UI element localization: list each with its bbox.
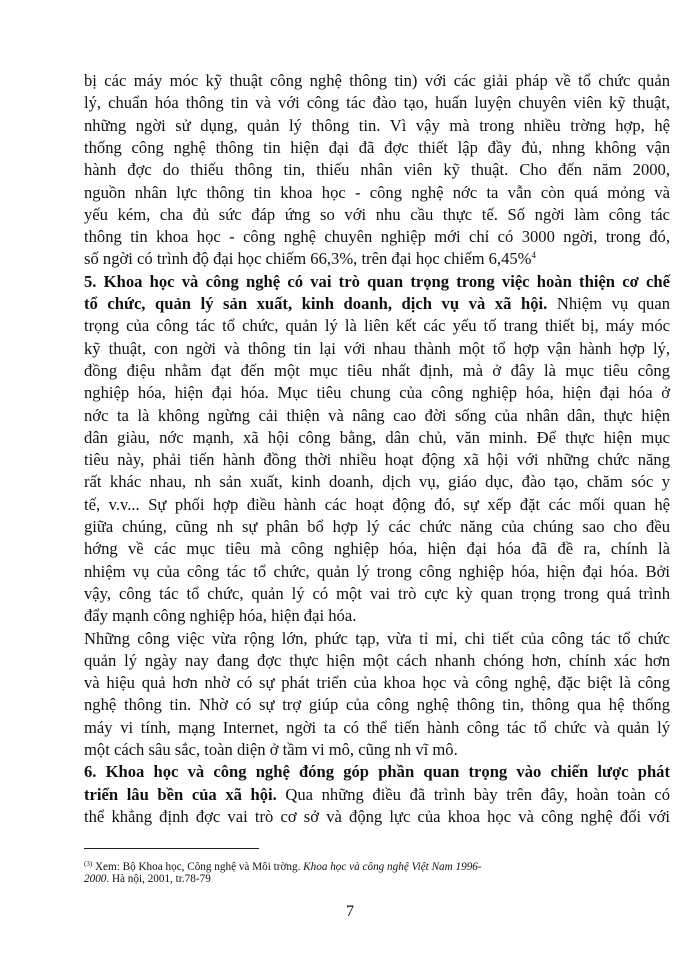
body-line: máy vi tính, mạng Internet, ngời ta có thể tiến hành công tác tổ chức và quản lý <box>84 717 670 737</box>
body-line-text: số ngời có trình độ đại học chiếm 66,3%, trên đại học chiếm 6,45% <box>84 249 532 269</box>
body-line: Những công việc vừa rộng lớn, phức tạp, vừa tỉ mỉ, chi tiết của công tác tổ chức <box>84 628 670 648</box>
footnote-text: Xem: Bộ Khoa học, Công nghệ và Môi trờng. <box>92 861 304 873</box>
body-line: rất khác nhau, nh sản xuất, kinh doanh, dịch vụ, giáo dục, đào tạo, chăm sóc y <box>84 472 670 492</box>
body-line: những ngời sử dụng, quản lý thông tin. Vì vậy mà trong nhiều trờng hợp, hệ <box>84 115 670 135</box>
body-line-text: Qua những điều đã trình bày trên đây, hoàn toàn có <box>276 784 670 804</box>
footnote-citation: . Hà nội, 2001, tr.78-79 <box>106 873 211 885</box>
body-line <box>84 294 670 314</box>
footnote-title: Khoa học và công nghệ Việt Nam 1996- <box>303 861 482 873</box>
body-line <box>84 785 670 805</box>
body-line: vậy, công tác tổ chức, quản lý có một vai trò cực kỳ quan trọng trong quá trình <box>84 583 670 603</box>
body-line: thống công nghệ thông tin hiện đại đã đợc thiết lập đầy đủ, nhng không vận <box>84 137 670 157</box>
section-heading-5-cont: tổ chức, quản lý sản xuất, kinh doanh, dịch vụ và xã hội. <box>84 294 548 313</box>
body-line: hớng về các mục tiêu mà công nghiệp hóa, hiện đại hóa đã đề ra, chính là <box>84 539 670 559</box>
body-line: nớc ta là không ngừng cải thiện và nâng cao đời sống của nhân dân, thực hiện <box>84 405 670 425</box>
footnote-reference: 4 <box>531 250 536 261</box>
body-line: giữa chúng, cũng nh sự phân bổ hợp lý các chức năng của chúng sao cho đều <box>84 517 670 536</box>
body-line: tế, v.v... Sự phối hợp điều hành các hoạt động đó, sự xếp đặt các mối quan hệ <box>84 494 670 514</box>
body-line: đẩy mạnh công nghiệp hóa, hiện đại hóa. <box>84 606 357 626</box>
footnote-marker: (3) <box>84 860 93 868</box>
section-heading-6-cont: triển lâu bền của xã hội. <box>84 784 277 804</box>
section-heading-6: 6. Khoa học và công nghệ đóng góp phần quan trọng vào chiến lược phát <box>84 762 670 782</box>
body-line: dân giàu, nớc mạnh, xã hội công bằng, dân chủ, văn minh. Để thực hiện mục <box>84 427 670 447</box>
body-line: bị các máy móc kỹ thuật công nghệ thông tin) với các giải pháp về tổ chức quản <box>84 71 670 90</box>
body-line: hành đợc do thiếu thông tin, thiếu nhân viên kỹ thuật. Cho đến năm 2000, <box>84 160 670 180</box>
body-line: nhiệm vụ của công tác tổ chức, quản lý trong công nghiệp hóa, hiện đại hóa. Bởi <box>84 561 670 581</box>
body-line: đồng điệu nhằm đạt đến một mục tiêu nhất định, mà ở đây là mục tiêu công <box>84 360 670 380</box>
section-heading-5: 5. Khoa học và công nghệ có vai trò quan trọng trong việc hoàn thiện cơ chế <box>84 271 670 291</box>
footnote-divider <box>84 848 259 849</box>
body-line-text: Nhiệm vụ quan <box>547 294 670 313</box>
body-line: thể khẳng định đợc vai trò cơ sở và động lực của khoa học và công nghệ đối với <box>84 806 670 826</box>
body-line: trọng của công tác tổ chức, quản lý là liên kết các yếu tố trang thiết bị, máy móc <box>84 316 670 336</box>
body-line <box>84 249 670 269</box>
body-line: kỹ thuật, con ngời và thông tin lại với nhau thành một tổ hợp vận hành hợp lý, <box>84 338 670 358</box>
body-line: một cách sâu sắc, toàn diện ở tầm vi mô, cũng nh vĩ mô. <box>84 740 458 759</box>
body-line: nghiệp hóa, hiện đại hóa. Mục tiêu chung của công nghiệp hóa, hiện đại hóa ở <box>84 383 670 403</box>
footnote-title-cont: 2000 <box>84 873 107 885</box>
body-line: quản lý ngày nay đang đợc thực hiện một cách nhanh chóng hơn, chính xác hơn <box>84 650 670 670</box>
body-line: lý, chuẩn hóa thông tin và với công tác đào tạo, huấn luyện chuyên viên kỹ thuật, <box>84 93 670 113</box>
body-line: nguồn nhân lực thông tin khoa học - công nghệ nớc ta vẫn còn quá mỏng và <box>84 182 670 202</box>
body-line: tiêu này, phải tiến hành đồng thời nhiều hoạt động xã hội với những chức năng <box>84 450 670 470</box>
body-line: thông tin khoa học - công nghệ chuyên nghiệp mới chỉ có 3000 ngời, trong đó, <box>84 227 670 247</box>
body-line: yếu kém, cha đủ sức đáp ứng so với nhu cầu thực tế. Số ngời làm công tác <box>84 204 670 224</box>
body-line: và hiệu quả hơn nhờ có sự phát triển của khoa học và công nghệ, đặc biệt là công <box>84 673 670 693</box>
page-number: 7 <box>346 903 354 920</box>
footnote-line-2 <box>84 871 644 887</box>
body-line: nghệ thông tin. Nhờ có sự trợ giúp của công nghệ thông tin, thông qua hệ thống <box>84 695 670 715</box>
